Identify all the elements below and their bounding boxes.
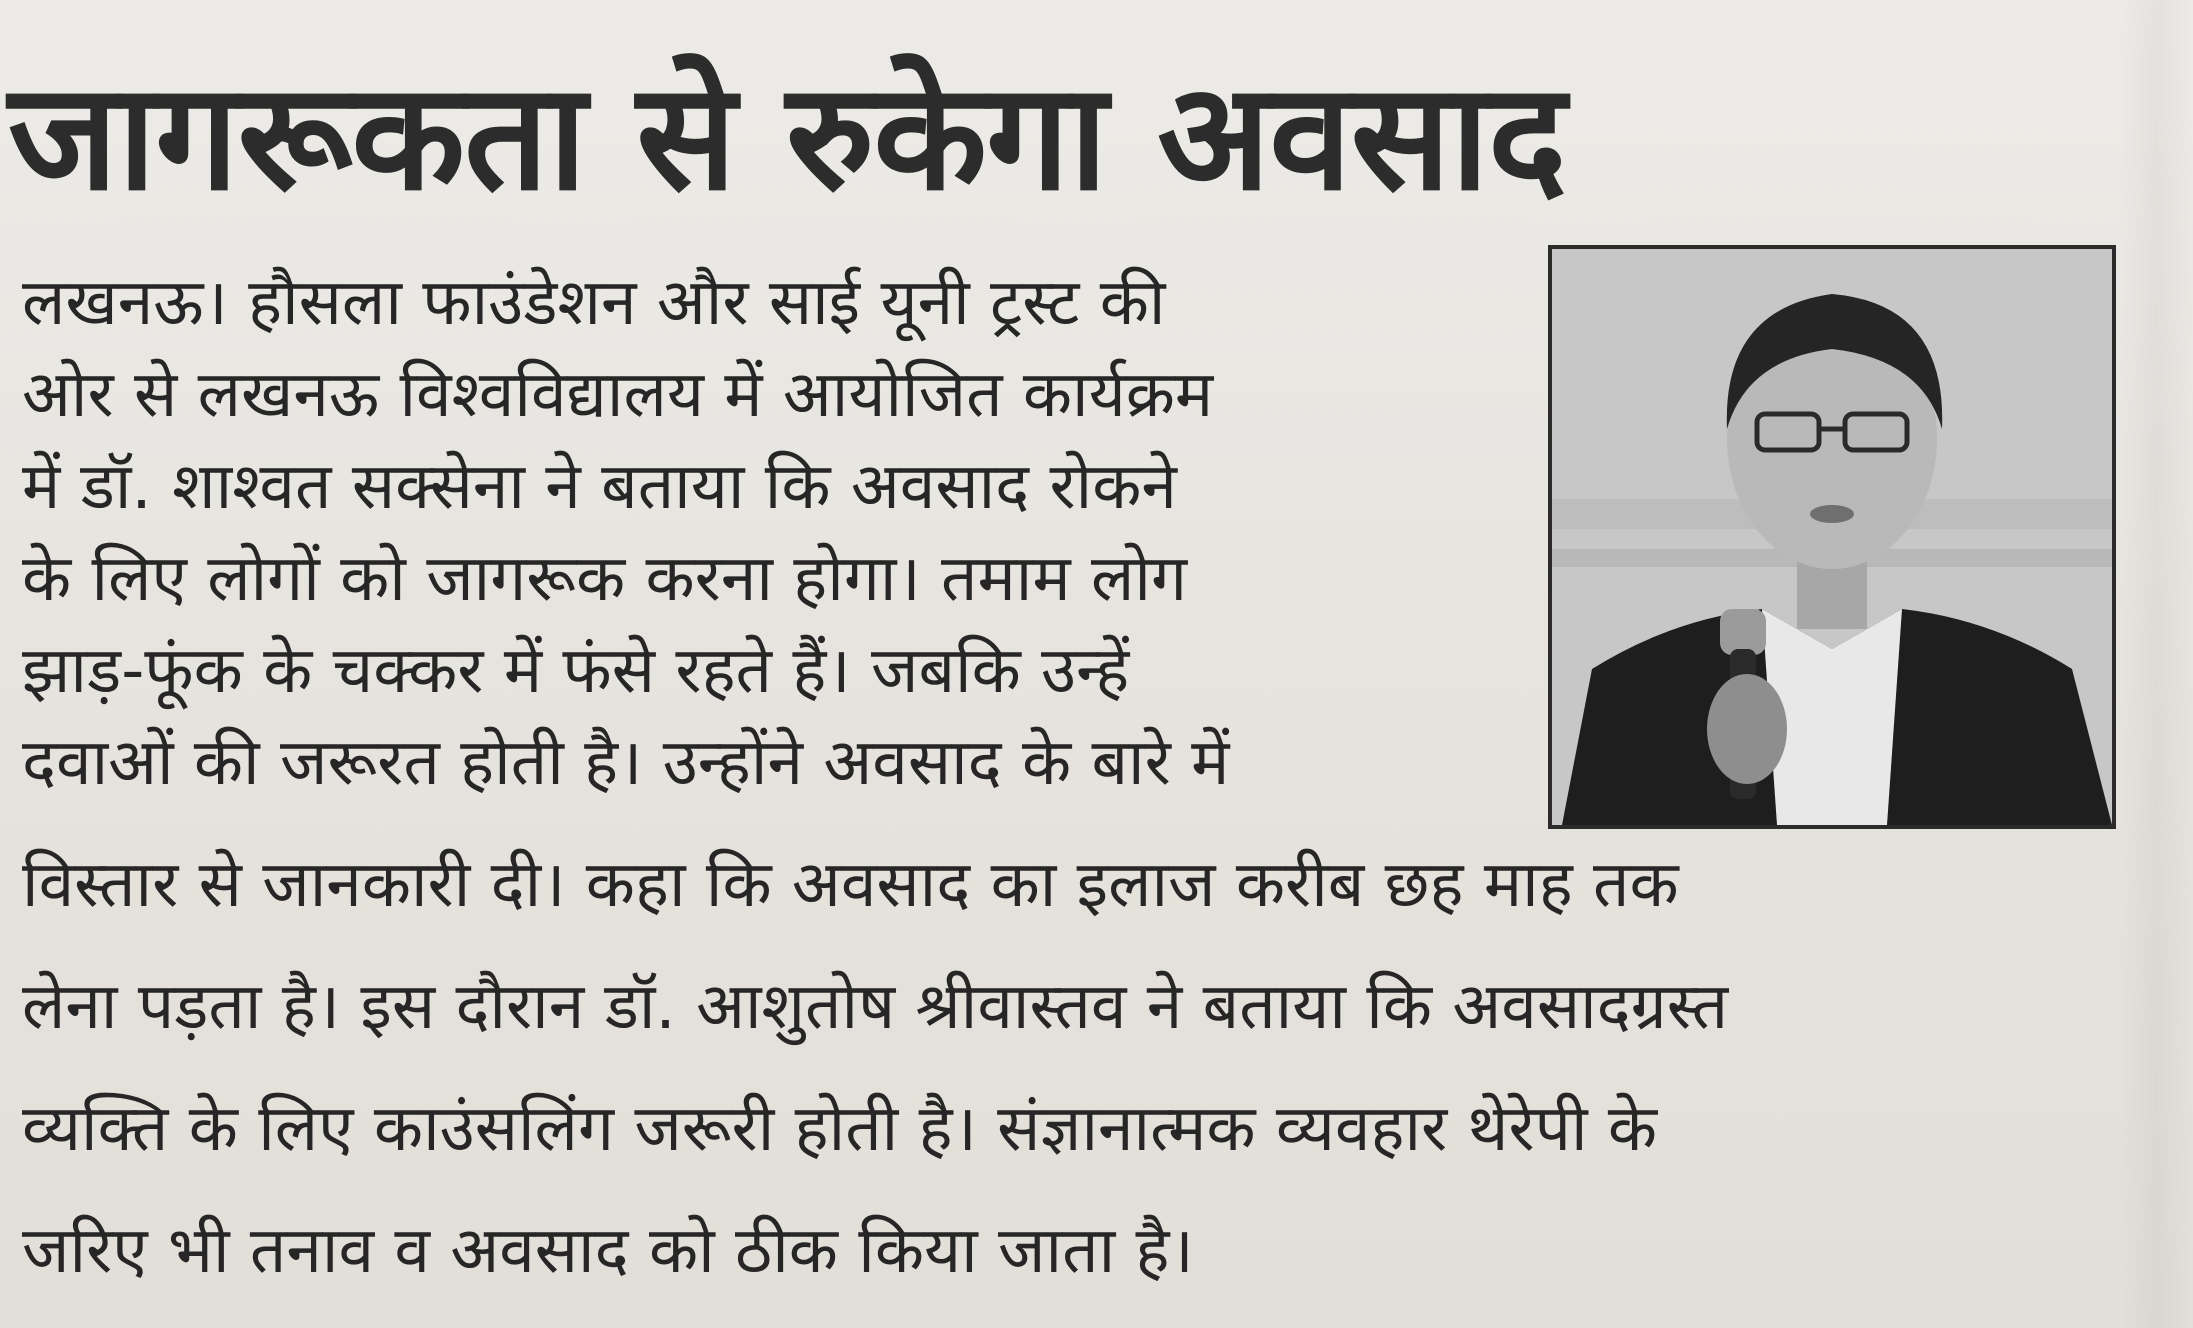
article-line-4: के लिए लोगों को जागरूक करना होगा। तमाम लोग <box>22 542 1187 616</box>
article-line-1: लखनऊ। हौसला फाउंडेशन और साई यूनी ट्रस्ट की <box>22 266 1166 340</box>
article-line-7: विस्तार से जानकारी दी। कहा कि अवसाद का इलाज करीब छह माह तक <box>22 848 1679 922</box>
article-line-10: जरिए भी तनाव व अवसाद को ठीक किया जाता है। <box>22 1214 1194 1288</box>
article-line-5: झाड़-फूंक के चक्कर में फंसे रहते हैं। जबकि उन्हें <box>22 634 1130 708</box>
speaker-photo <box>1548 245 2116 829</box>
article-line-3: में डॉ. शाश्वत सक्सेना ने बताया कि अवसाद रोकने <box>22 450 1177 524</box>
article-line-8: लेना पड़ता है। इस दौरान डॉ. आशुतोष श्रीवास्तव ने बताया कि अवसादग्रस्त <box>22 970 1729 1044</box>
article-line-9: व्यक्ति के लिए काउंसलिंग जरूरी होती है। संज्ञानात्मक व्यवहार थेरेपी के <box>22 1092 1658 1166</box>
article-line-2: ओर से लखनऊ विश्वविद्यालय में आयोजित कार्यक्रम <box>22 358 1214 432</box>
speaker-photo-illustration <box>1552 249 2112 825</box>
article-headline: जागरूकता से रुकेगा अवसाद <box>8 51 1566 223</box>
paper-edge-shadow <box>2120 0 2193 1328</box>
article-line-6: दवाओं की जरूरत होती है। उन्होंने अवसाद के बारे में <box>22 726 1230 800</box>
